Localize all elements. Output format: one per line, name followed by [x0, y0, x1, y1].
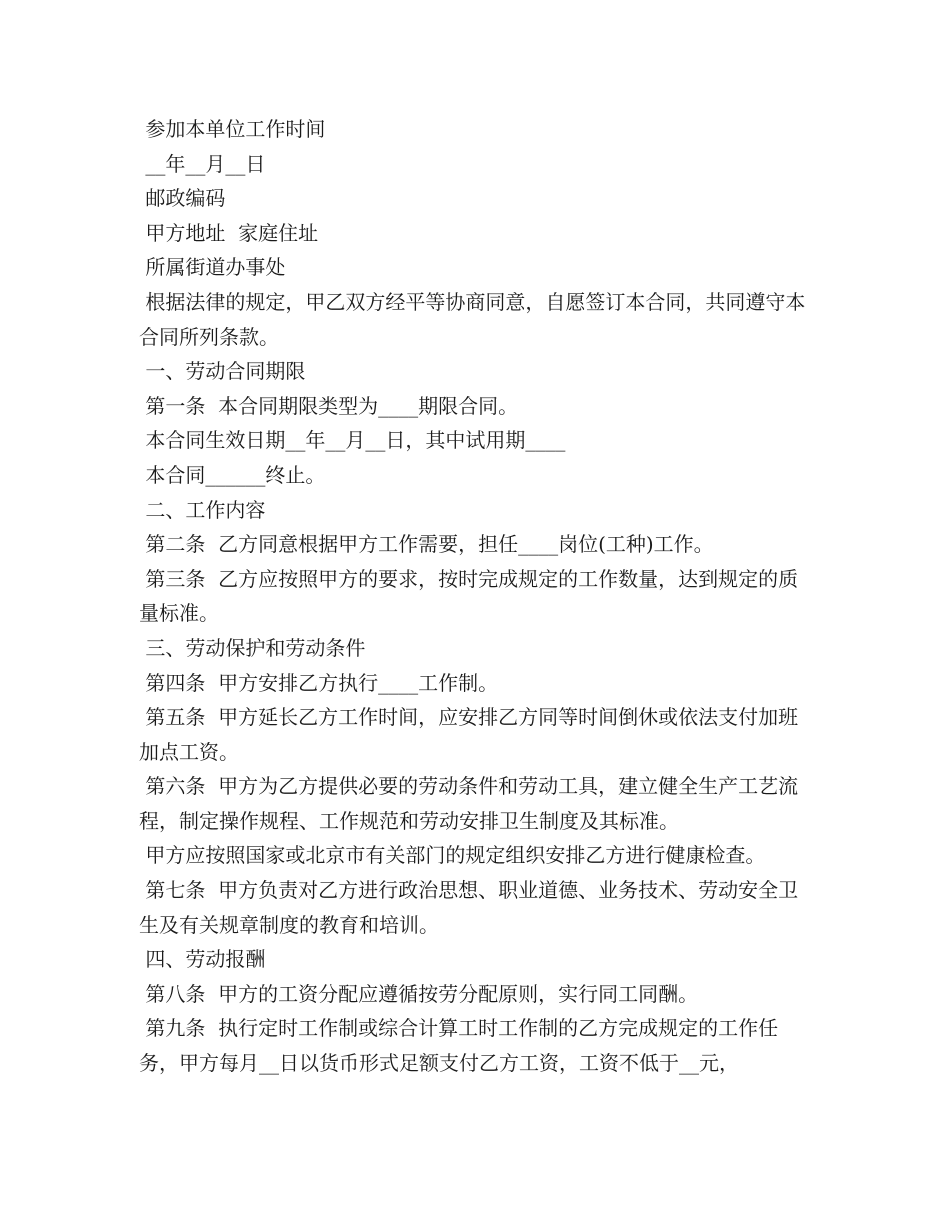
article-7: 第七条 甲方负责对乙方进行政治思想、职业道德、业务技术、劳动安全卫生及有关规章制度的教育和培训。	[139, 878, 799, 937]
article-1-effective-date: 本合同生效日期__年__月__日，其中试用期____	[139, 428, 566, 453]
article-8: 第八条 甲方的工资分配应遵循按劳分配原则，实行同工同酬。	[139, 981, 699, 1006]
section-heading-labor-protection: 三、劳动保护和劳动条件	[139, 635, 366, 660]
field-join-date-blank: __年__月__日	[139, 151, 266, 176]
article-9: 第九条 执行定时工作制或综合计算工时工作制的乙方完成规定的工作任务，甲方每月__日以货币形式足额支付乙方工资，工资不低于__元，	[139, 1016, 779, 1076]
section-heading-contract-term: 一、劳动合同期限	[139, 359, 306, 384]
field-street-office-label: 所属街道办事处	[139, 255, 286, 280]
field-address-label: 甲方地址 家庭住址	[139, 220, 319, 245]
section-heading-work-content: 二、工作内容	[139, 497, 266, 522]
article-1: 第一条 本合同期限类型为____期限合同。	[139, 393, 519, 418]
section-heading-remuneration: 四、劳动报酬	[139, 947, 266, 972]
field-postal-code-label: 邮政编码	[139, 186, 226, 211]
article-3: 第三条 乙方应按照甲方的要求，按时完成规定的工作数量，达到规定的质量标准。	[139, 566, 799, 626]
article-4: 第四条 甲方安排乙方执行____工作制。	[139, 670, 499, 695]
contract-text-body	[139, 112, 815, 1081]
article-6-health-check: 甲方应按照国家或北京市有关部门的规定组织安排乙方进行健康检查。	[139, 843, 766, 868]
article-5: 第五条 甲方延长乙方工作时间，应安排乙方同等时间倒休或依法支付加班加点工资。	[139, 705, 799, 764]
preamble-paragraph: 根据法律的规定，甲乙双方经平等协商同意，自愿签订本合同，共同遵守本合同所列条款。	[139, 289, 806, 349]
article-2: 第二条 乙方同意根据甲方工作需要，担任____岗位(工种)工作。	[139, 532, 714, 557]
article-6: 第六条 甲方为乙方提供必要的劳动条件和劳动工具，建立健全生产工艺流程，制定操作规程、工作规范和劳动安排卫生制度及其标准。	[139, 774, 799, 833]
article-1-termination: 本合同______终止。	[139, 462, 326, 487]
field-join-date-label: 参加本单位工作时间	[139, 117, 326, 141]
